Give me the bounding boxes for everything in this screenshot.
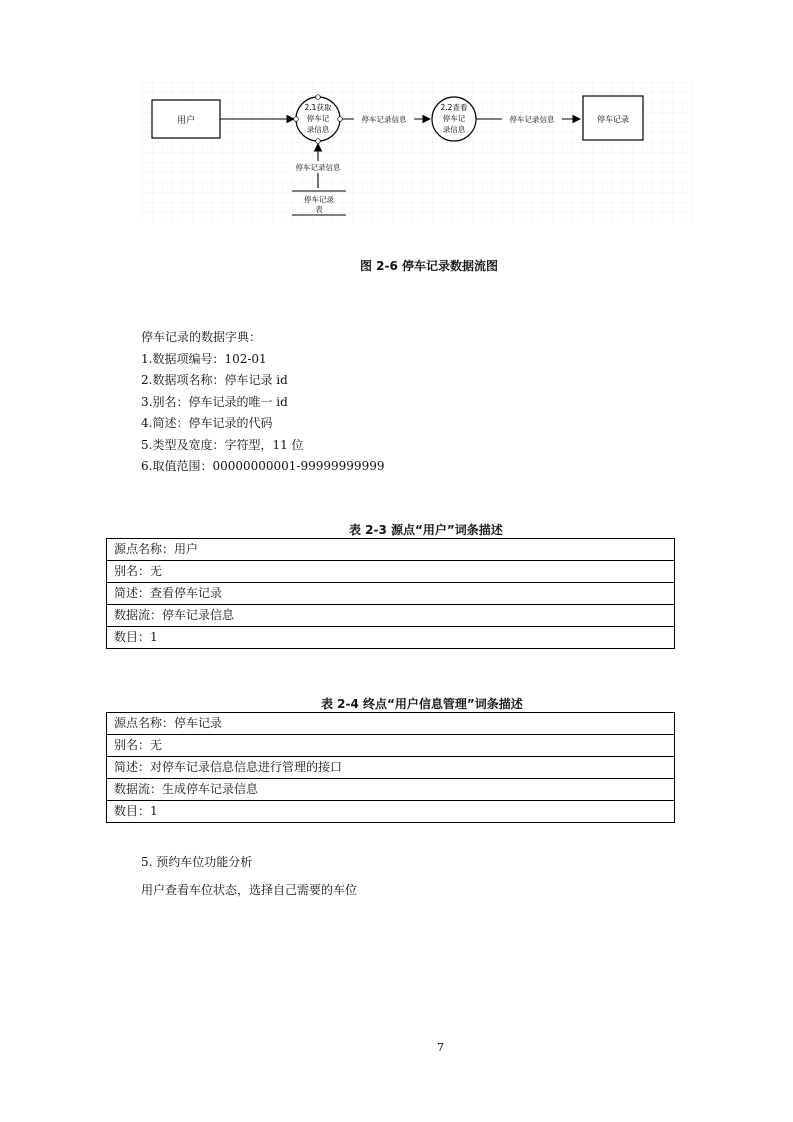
- dictionary-item: 6.取值范围：00000000001-99999999999: [141, 459, 385, 473]
- section-heading: 5. 预约车位功能分析: [141, 855, 253, 869]
- table-row: [107, 735, 675, 757]
- flow2-label: 停车记录信息: [509, 115, 555, 124]
- table-cell: 数据流：停车记录信息: [107, 605, 675, 627]
- table-cell: 别名：无: [107, 561, 675, 583]
- source-user-entry-table: [106, 538, 675, 649]
- process2-label-line2: 停车记: [442, 114, 466, 123]
- process2-label-line1: 2.2查看: [440, 103, 468, 112]
- table1-caption: 表 2-3 源点“用户”词条描述: [349, 523, 503, 537]
- table-row: [107, 713, 675, 735]
- process1-label-line3: 录信息: [306, 125, 330, 134]
- dictionary-item: 4.简述：停车记录的代码: [141, 416, 273, 430]
- dictionary-item: 1.数据项编号：102-01: [141, 352, 267, 366]
- table-cell: 数据流：生成停车记录信息: [107, 779, 675, 801]
- section-text: 用户查看车位状态，选择自己需要的车位: [141, 883, 358, 897]
- table-cell: 源点名称：停车记录: [107, 713, 675, 735]
- dictionary-item: 3.别名：停车记录的唯一 id: [141, 395, 288, 409]
- figure-caption: 图 2-6 停车记录数据流图: [360, 259, 499, 273]
- dictionary-item: 5.类型及宽度：字符型，11 位: [141, 438, 304, 452]
- process2-label-line3: 录信息: [442, 125, 466, 134]
- process1-label-line2: 停车记: [306, 114, 330, 123]
- table2-caption: 表 2-4 终点“用户信息管理”词条描述: [321, 697, 523, 711]
- parking-record-dataflow-diagram: [142, 82, 694, 222]
- table-row: [107, 583, 675, 605]
- sink-parking-record-label: 停车记录: [597, 115, 629, 124]
- table-row: [107, 539, 675, 561]
- table-row: [107, 561, 675, 583]
- table-cell: 别名：无: [107, 735, 675, 757]
- table-row: [107, 605, 675, 627]
- dictionary-item: 2.数据项名称：停车记录 id: [141, 373, 288, 387]
- table-row: [107, 779, 675, 801]
- table-row: [107, 757, 675, 779]
- table-cell: 简述：查看停车记录: [107, 583, 675, 605]
- flow1-label: 停车记录信息: [361, 115, 407, 124]
- data-store-label-line2: 表: [315, 205, 323, 214]
- store-flow-label: 停车记录信息: [295, 163, 341, 172]
- table-cell: 数目：1: [107, 801, 675, 823]
- source-user-label: 用户: [176, 116, 196, 126]
- table-cell: 数目：1: [107, 627, 675, 649]
- process1-label-line1: 2.1获取: [304, 103, 332, 112]
- table-cell: 简述：对停车记录信息信息进行管理的接口: [107, 757, 675, 779]
- dictionary-heading: 停车记录的数据字典：: [141, 330, 262, 344]
- table-row: [107, 801, 675, 823]
- page-number: 7: [437, 1041, 444, 1054]
- table-row: [107, 627, 675, 649]
- table-cell: 源点名称：用户: [107, 539, 675, 561]
- sink-entry-table: [106, 712, 675, 823]
- data-store-label-line1: 停车记录: [304, 195, 334, 204]
